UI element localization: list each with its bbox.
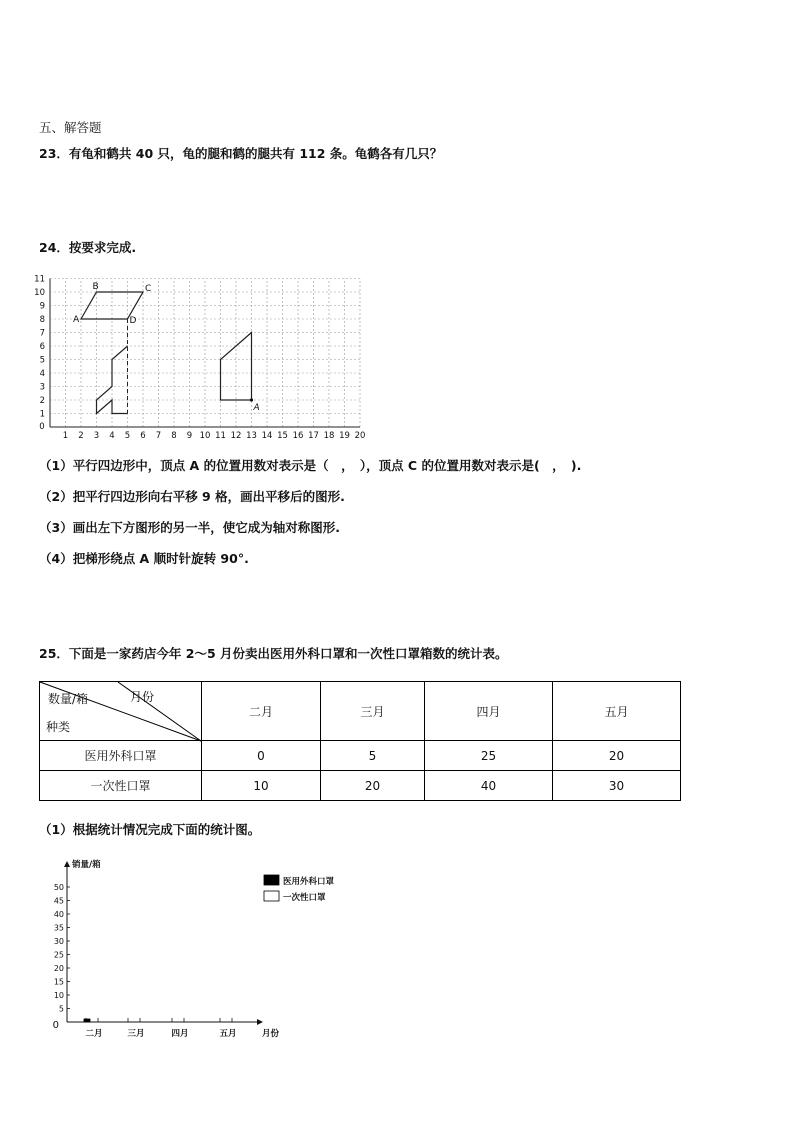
grid-x-tick-label: 13: [246, 431, 257, 441]
chart-x-tick-label: 二月: [85, 1029, 103, 1039]
grid-y-tick-label: 3: [39, 382, 45, 393]
q24-item-2: （2）把平行四边形向右平移 9 格，画出平移后的图形.: [39, 489, 345, 504]
grid-y-tick-label: 6: [39, 342, 45, 352]
question-25: 25．下面是一家药店今年 2～5 月份卖出医用外科口罩和一次性口罩箱数的统计表。: [39, 646, 508, 661]
point-a-dot: [250, 398, 253, 401]
q25-sub-1: （1）根据统计情况完成下面的统计图。: [39, 822, 261, 837]
corner-label-quantity: 数量/箱: [48, 692, 89, 706]
grid-y-tick-label: 8: [39, 315, 45, 325]
corner-label-type: 种类: [46, 720, 71, 734]
chart-y-tick-label: 20: [53, 964, 64, 973]
q24-item-4: （4）把梯形绕点 A 顺时针旋转 90°.: [39, 551, 249, 566]
chart-y-tick-label: 50: [53, 883, 64, 892]
stats-table: [39, 681, 681, 801]
chart-bar: [84, 1019, 90, 1022]
grid-y-tick-label: 4: [39, 369, 45, 379]
corner-label-month: 月份: [130, 690, 155, 704]
grid-x-tick-label: 3: [93, 431, 100, 441]
grid-x-tick-label: 8: [171, 431, 177, 441]
chart-legend: [264, 875, 335, 903]
grid-x-tick-label: 10: [199, 431, 211, 441]
grid-y-tick-label: 2: [39, 396, 45, 406]
table-row: [40, 771, 681, 801]
grid-x-tick-label: 17: [308, 431, 319, 441]
grid-x-tick-label: 11: [215, 431, 226, 441]
chart-y-label: 销量/箱: [72, 860, 101, 870]
table-cell: 40: [425, 771, 553, 801]
grid-y-tick-label: 9: [39, 301, 45, 312]
grid-y-tick-label: 1: [39, 409, 45, 420]
grid-x-tick-label: 5: [124, 431, 131, 441]
q24-item-3: （3）画出左下方图形的另一半，使它成为轴对称图形.: [39, 520, 340, 535]
grid-x-tick-label: 1: [62, 431, 69, 441]
grid-x-tick-label: 0: [39, 422, 45, 432]
chart-x-label: 月份: [262, 1029, 280, 1039]
grid-y-tick-label: 10: [34, 288, 45, 298]
chart-y-tick-label: 25: [53, 950, 64, 960]
section-title: 五、解答题: [39, 120, 102, 135]
grid-x-tick-label: 7: [155, 431, 162, 441]
grid-y-tick-label: 5: [39, 355, 45, 366]
q24-item-1: （1）平行四边形中，顶点 A 的位置用数对表示是（ ， ），顶点 C 的位置用数对表示是( ， ).: [39, 458, 582, 473]
coordinate-grid: [36, 266, 386, 442]
legend-label: 一次性口罩: [283, 893, 326, 903]
parallelogram-vertex-label: A: [73, 315, 80, 325]
table-cell: 5: [321, 741, 425, 771]
parallelogram-vertex-label: C: [145, 284, 152, 294]
question-24-title: 24．按要求完成.: [39, 240, 137, 255]
table-header-month: 二月: [202, 682, 321, 741]
grid-x-tick-label: 12: [230, 431, 242, 441]
question-23: 23．有龟和鹤共 40 只，龟的腿和鹤的腿共有 112 条。龟鹤各有几只？: [39, 146, 443, 161]
grid-x-tick-label: 15: [277, 431, 288, 441]
trapezoid-point-label: A: [253, 403, 260, 413]
table-header-month: 五月: [553, 682, 681, 741]
chart-y-tick-label: 45: [53, 896, 64, 906]
bar-chart: [40, 852, 340, 1047]
legend-swatch: [264, 875, 279, 885]
grid-x-tick-label: 14: [261, 431, 273, 441]
table-header-month: 三月: [321, 682, 425, 741]
table-cell: 25: [425, 741, 553, 771]
grid-x-tick-label: 20: [354, 431, 366, 441]
parallelogram-vertex-label: D: [129, 316, 137, 326]
table-header-month: 四月: [425, 682, 553, 741]
chart-y-tick-label: 10: [53, 991, 64, 1000]
chart-y-tick-label: 30: [53, 937, 64, 946]
chart-y-tick-label: 5: [58, 1004, 64, 1014]
grid-x-tick-label: 19: [339, 431, 350, 441]
table-cell: 10: [202, 771, 321, 801]
grid-x-tick-label: 18: [323, 431, 335, 441]
legend-swatch: [264, 891, 279, 901]
chart-x-tick-label: 四月: [171, 1029, 189, 1039]
grid-x-tick-label: 2: [78, 431, 84, 441]
table-cell: 0: [202, 741, 321, 771]
grid-x-tick-label: 9: [186, 431, 193, 441]
chart-y-tick-label: 15: [53, 977, 64, 987]
chart-x-tick-label: 五月: [219, 1029, 237, 1039]
table-cell: 30: [553, 771, 681, 801]
chart-y-tick-label: 0: [52, 1020, 59, 1031]
grid-x-tick-label: 16: [292, 431, 304, 441]
chart-y-tick-label: 40: [53, 910, 64, 919]
table-row-label: 医用外科口罩: [40, 741, 202, 771]
table-row-label: 一次性口罩: [40, 771, 202, 801]
chart-x-tick-label: 三月: [127, 1029, 145, 1039]
table-cell: 20: [321, 771, 425, 801]
left-half-shape: [97, 346, 128, 414]
table-row: [40, 741, 681, 771]
grid-y-tick-label: 11: [34, 274, 45, 285]
chart-y-tick-label: 35: [53, 923, 64, 933]
grid-x-tick-label: 4: [109, 431, 115, 441]
legend-label: 医用外科口罩: [283, 877, 335, 887]
grid-y-tick-label: 7: [39, 328, 45, 339]
table-cell: 20: [553, 741, 681, 771]
table-corner-cell: [40, 682, 202, 741]
parallelogram-vertex-label: B: [92, 282, 99, 292]
grid-x-tick-label: 6: [140, 431, 146, 441]
